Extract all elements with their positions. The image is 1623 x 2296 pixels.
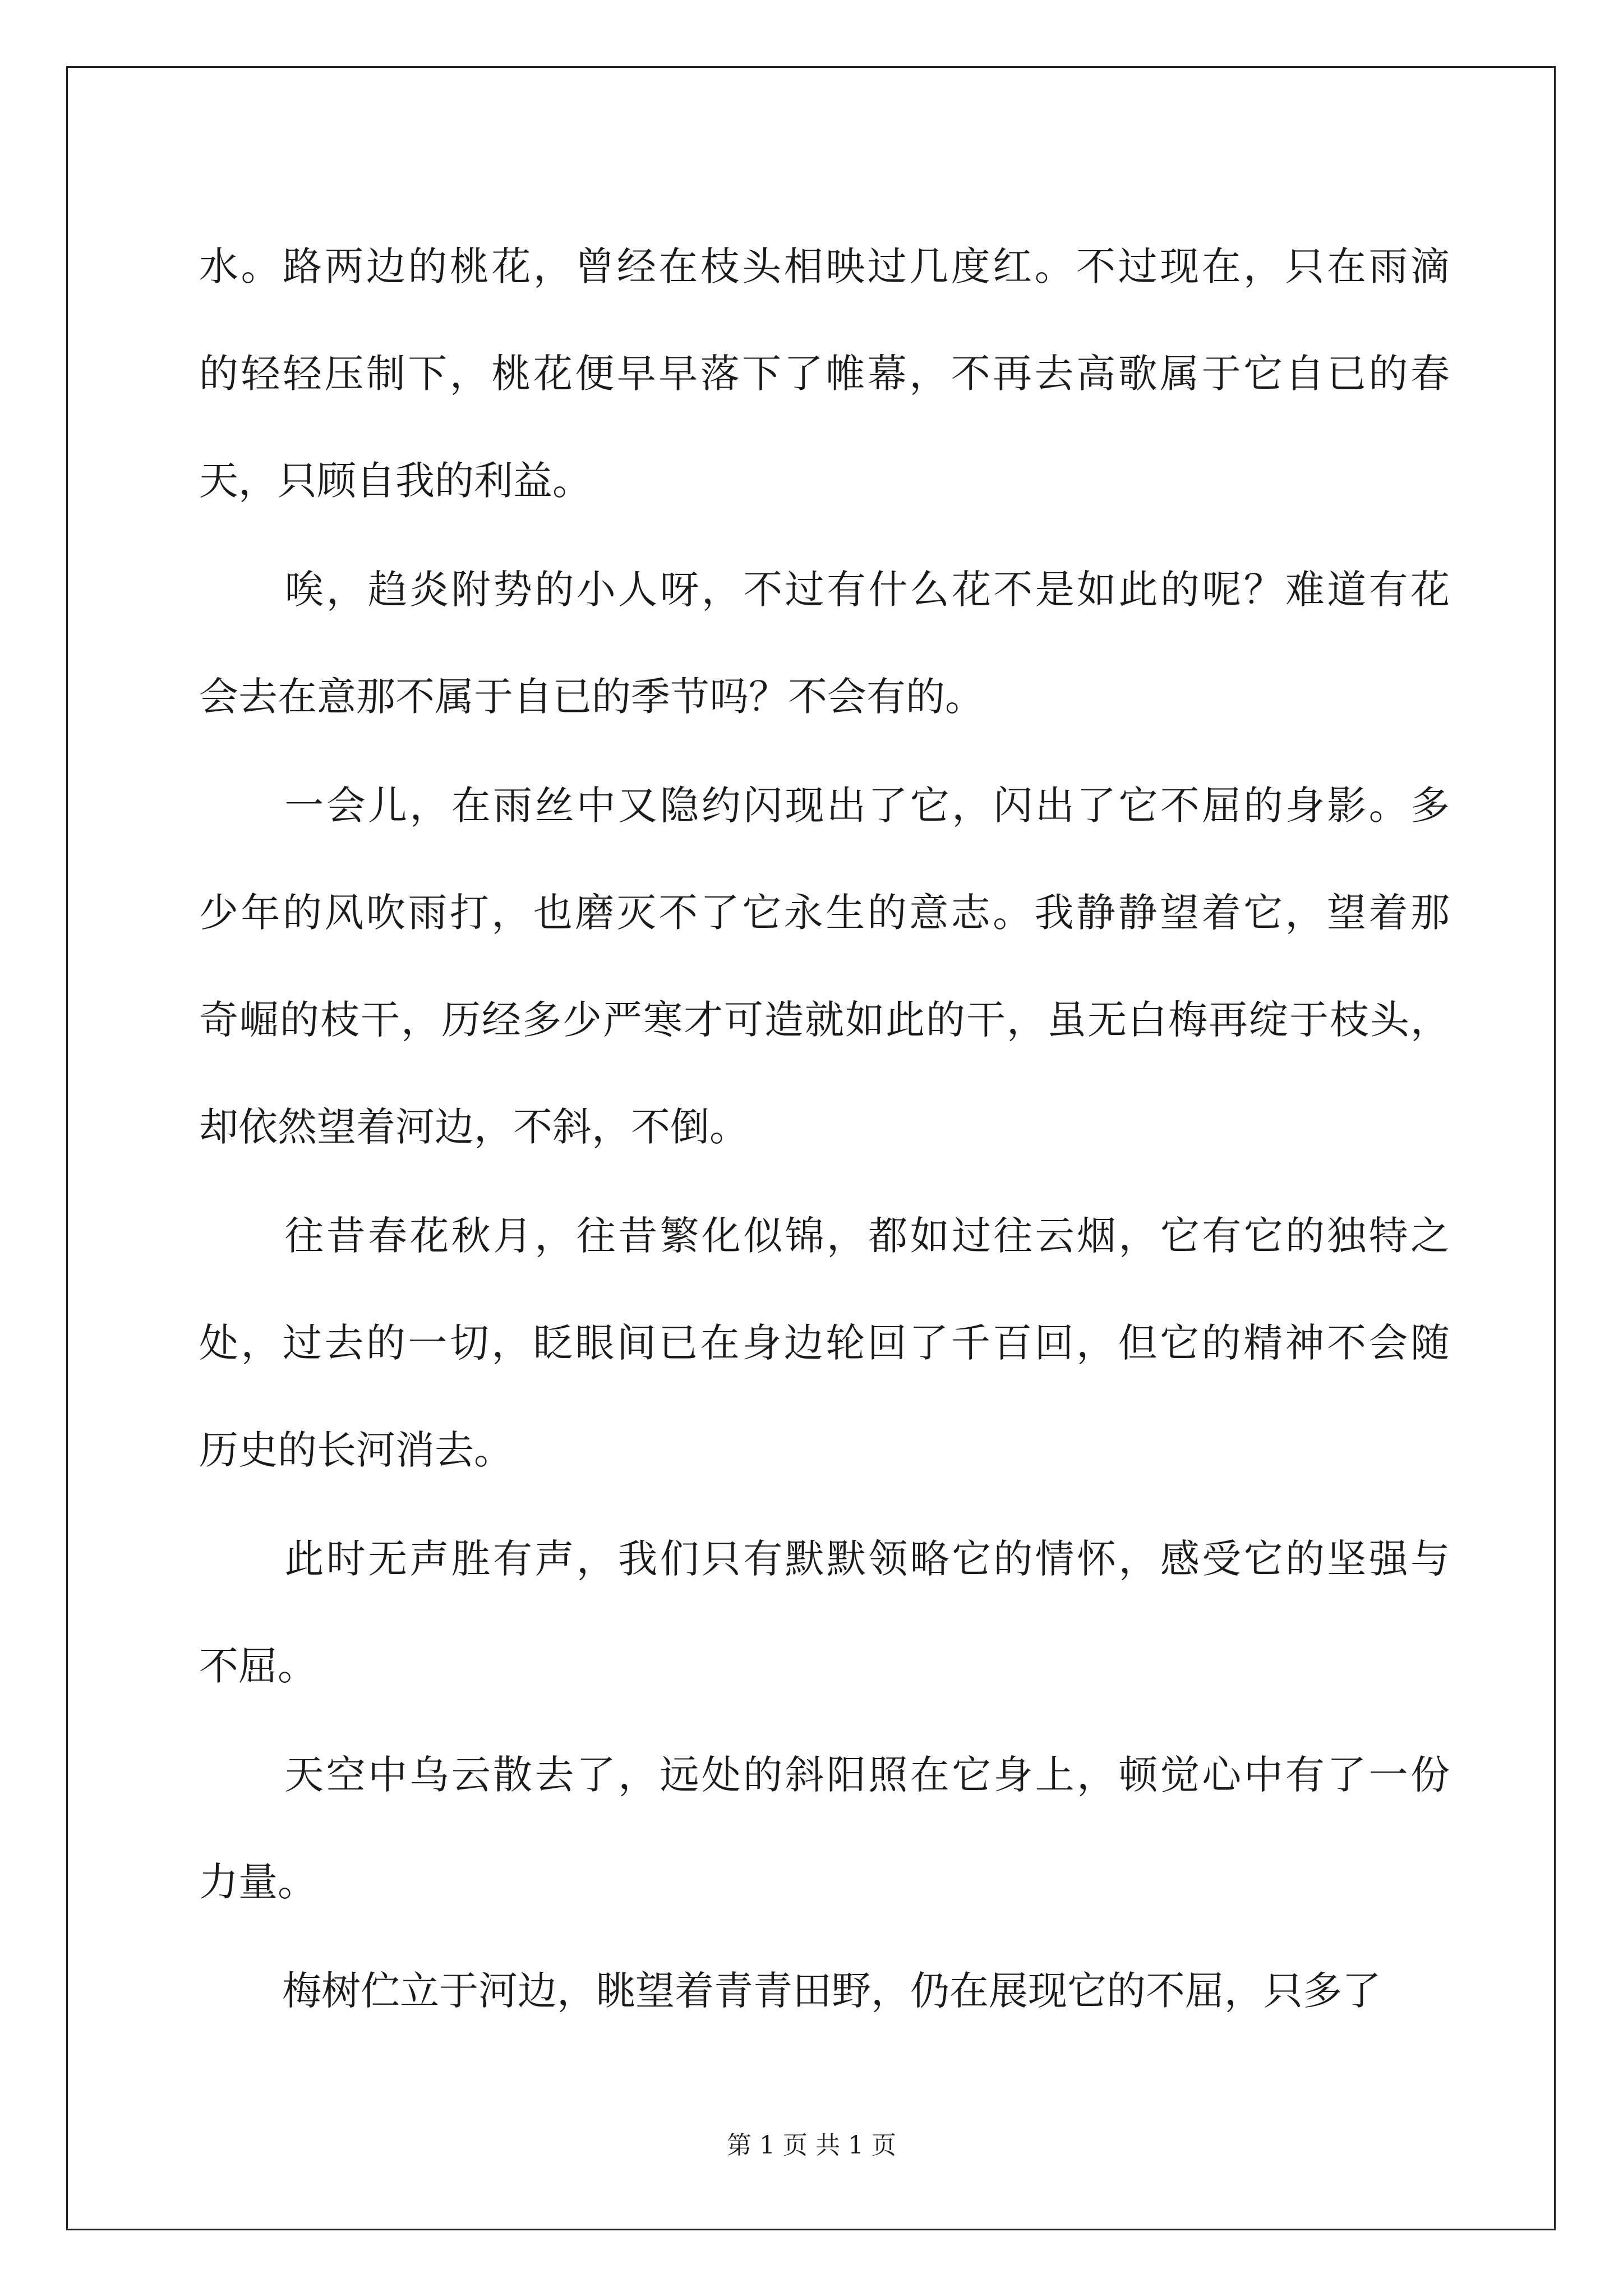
text-line-content: 天空中乌云散去了，远处的斜阳照在它身上，顿觉心中有了一份 (282, 1752, 1450, 1798)
document-body (199, 213, 1450, 2046)
text-line (199, 1182, 1450, 1290)
text-line: 的轻轻压制下，桃花便早早落下了帷幕，不再去高歌属于它自已的春 (199, 351, 1450, 397)
text-line: 历史的长河消去。 (199, 1427, 513, 1473)
text-line: 天，只顾自我的利益。 (199, 458, 592, 504)
paragraph (199, 1722, 1450, 1936)
paragraph (199, 536, 1450, 751)
text-line-content: 此时无声胜有声，我们只有默默领略它的情怀，感受它的坚强与 (282, 1536, 1450, 1582)
text-line: 力量。 (199, 1859, 317, 1905)
page-footer: 第 1 页 共 1 页 (727, 2131, 896, 2160)
paragraph (199, 1506, 1450, 1720)
text-line-content: 往昔春花秋月，往昔繁化似锦，都如过往云烟，它有它的独特之 (282, 1213, 1450, 1259)
text-line: 却依然望着河边，不斜，不倒。 (199, 1104, 749, 1150)
paragraph (199, 752, 1450, 1181)
text-line: 水。路两边的桃花，曾经在枝头相映过几度红。不过现在，只在雨滴 (199, 243, 1450, 289)
text-line (199, 536, 1450, 643)
text-line-content: 梅树伫立于河边，眺望着青青田野，仍在展现它的不屈，只多了 (282, 1968, 1381, 2014)
text-line: 不屈。 (199, 1643, 317, 1689)
paragraph (199, 213, 1450, 535)
text-line: 处，过去的一切，眨眼间已在身边轮回了千百回，但它的精神不会随 (199, 1320, 1450, 1366)
paragraph (199, 1182, 1450, 1504)
text-line: 会去在意那不属于自已的季节吗？不会有的。 (199, 674, 984, 720)
text-line (199, 1506, 1450, 1613)
text-line-content: 一会儿，在雨丝中又隐约闪现出了它，闪出了它不屈的身影。多 (282, 783, 1450, 829)
text-line-content: 唉，趋炎附势的小人呀，不过有什么花不是如此的呢？难道有花 (282, 567, 1450, 613)
text-line (199, 752, 1450, 859)
paragraph (199, 1938, 1450, 2045)
text-line: 少年的风吹雨打，也磨灭不了它永生的意志。我静静望着它，望着那 (199, 890, 1450, 936)
text-line (199, 1938, 1450, 2045)
text-line: 奇崛的枝干，历经多少严寒才可造就如此的干，虽无白梅再绽于枝头， (199, 997, 1450, 1043)
text-line (199, 1722, 1450, 1829)
